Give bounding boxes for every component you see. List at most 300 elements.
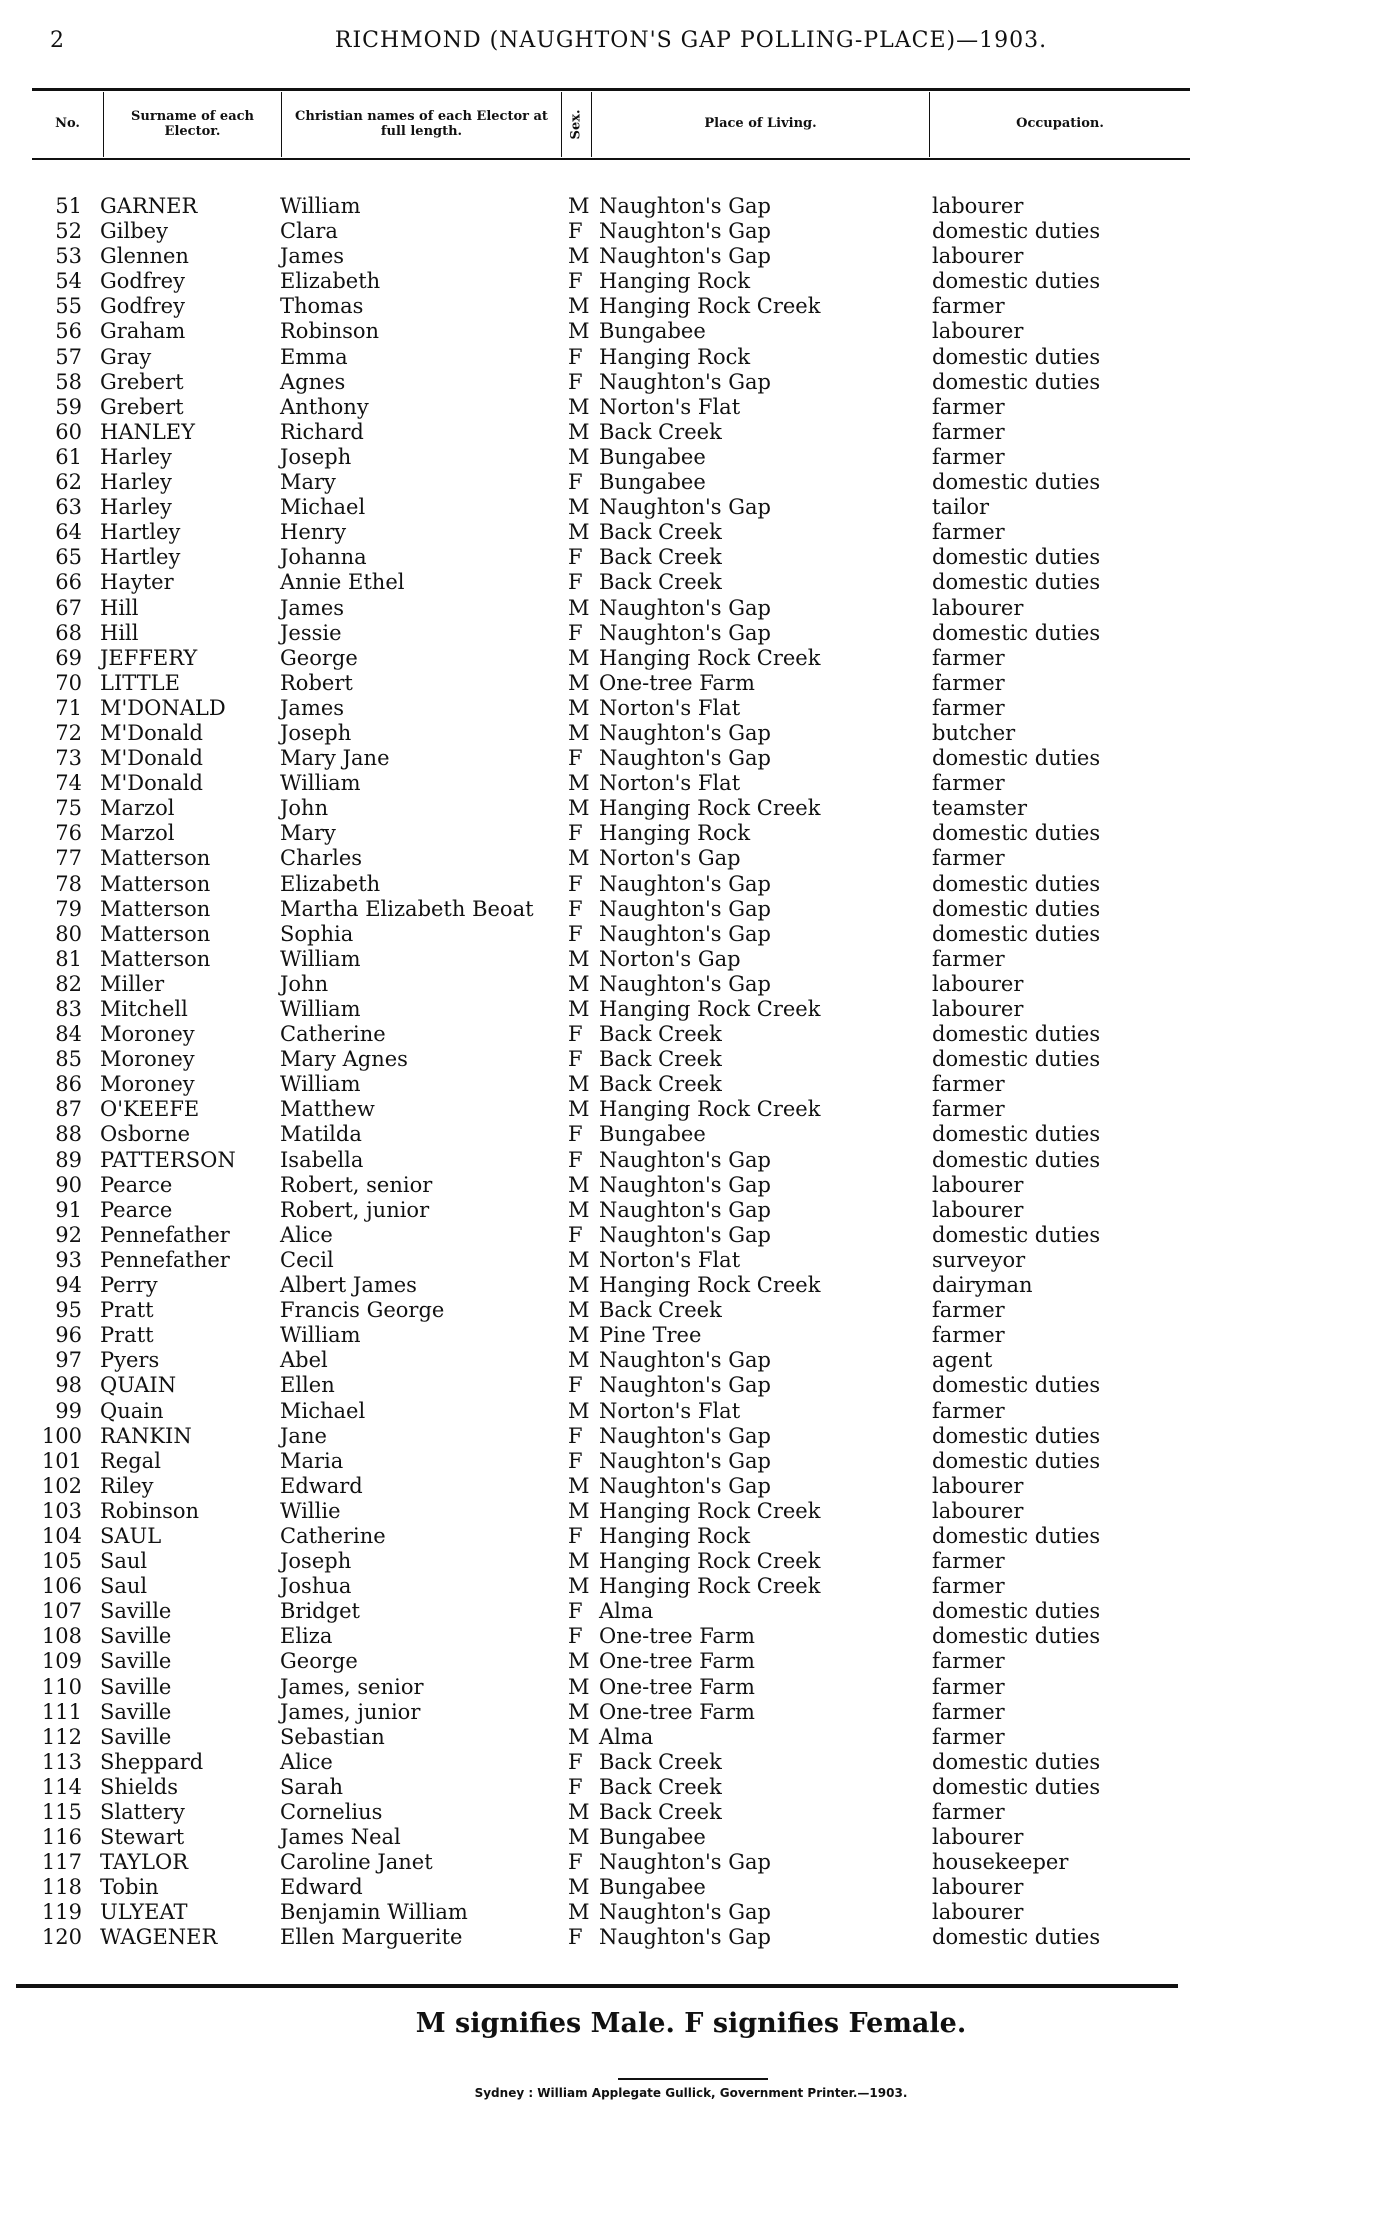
- elector-sex: M: [568, 645, 590, 670]
- elector-number: 116: [41, 1825, 82, 1850]
- table-row: [32, 194, 1190, 219]
- elector-christian-names: Johanna: [280, 545, 367, 570]
- elector-christian-names: Anthony: [280, 394, 369, 419]
- elector-occupation: farmer: [932, 1674, 1005, 1699]
- table-row: [32, 1675, 1190, 1700]
- elector-number: 84: [55, 1022, 82, 1047]
- elector-number: 92: [55, 1222, 82, 1247]
- elector-christian-names: Edward: [280, 1875, 363, 1900]
- elector-surname: Pearce: [100, 1197, 173, 1222]
- elector-sex: F: [568, 1774, 583, 1799]
- elector-sex: F: [568, 746, 583, 771]
- elector-surname: Hartley: [100, 545, 181, 570]
- elector-number: 103: [41, 1498, 82, 1523]
- elector-sex: F: [568, 369, 583, 394]
- elector-occupation: farmer: [932, 294, 1005, 319]
- elector-surname: SAUL: [100, 1523, 162, 1548]
- table-row: [32, 796, 1190, 821]
- elector-surname: GARNER: [100, 194, 198, 218]
- elector-christian-names: James: [280, 695, 345, 720]
- elector-christian-names: Sophia: [280, 921, 354, 946]
- header-sex: [562, 92, 592, 157]
- elector-occupation: domestic duties: [932, 1599, 1101, 1624]
- elector-surname: Grebert: [100, 369, 184, 394]
- elector-number: 112: [41, 1724, 82, 1749]
- elector-number: 62: [55, 470, 82, 495]
- elector-christian-names: James: [280, 595, 345, 620]
- elector-place-of-living: Bungabee: [599, 1825, 706, 1850]
- elector-surname: TAYLOR: [100, 1850, 189, 1875]
- elector-place-of-living: Naughton's Gap: [599, 1172, 771, 1197]
- elector-surname: Marzol: [100, 796, 175, 821]
- elector-sex: M: [568, 444, 590, 469]
- elector-occupation: farmer: [932, 1699, 1005, 1724]
- elector-number: 63: [55, 495, 82, 520]
- table-row: [32, 1223, 1190, 1248]
- elector-surname: Moroney: [100, 1072, 195, 1097]
- elector-occupation: farmer: [932, 1574, 1005, 1599]
- elector-place-of-living: Hanging Rock: [599, 344, 751, 369]
- elector-place-of-living: Back Creek: [599, 1022, 722, 1047]
- table-row: [32, 1750, 1190, 1775]
- elector-occupation: domestic duties: [932, 1147, 1101, 1172]
- table-row: [32, 269, 1190, 294]
- table-row: [32, 972, 1190, 997]
- elector-christian-names: Mary: [280, 821, 336, 846]
- elector-number: 57: [55, 344, 82, 369]
- elector-christian-names: William: [280, 1072, 361, 1097]
- elector-christian-names: James Neal: [280, 1825, 401, 1850]
- elector-number: 97: [55, 1348, 82, 1373]
- elector-sex: F: [568, 1850, 583, 1875]
- elector-sex: F: [568, 545, 583, 570]
- elector-occupation: domestic duties: [932, 470, 1101, 495]
- table-row: [32, 1800, 1190, 1825]
- elector-place-of-living: Pine Tree: [599, 1323, 702, 1348]
- elector-christian-names: John: [280, 971, 329, 996]
- elector-surname: RANKIN: [100, 1423, 192, 1448]
- table-row: [32, 1449, 1190, 1474]
- elector-occupation: labourer: [932, 194, 1024, 218]
- elector-surname: Pratt: [100, 1298, 154, 1323]
- elector-occupation: domestic duties: [932, 1423, 1101, 1448]
- elector-place-of-living: One-tree Farm: [599, 1624, 755, 1649]
- elector-number: 78: [55, 871, 82, 896]
- elector-occupation: domestic duties: [932, 821, 1101, 846]
- elector-place-of-living: Bungabee: [599, 470, 706, 495]
- elector-occupation: domestic duties: [932, 1022, 1101, 1047]
- elector-surname: Matterson: [100, 846, 211, 871]
- elector-occupation: agent: [932, 1348, 993, 1373]
- elector-number: 119: [41, 1900, 82, 1925]
- elector-occupation: domestic duties: [932, 1774, 1101, 1799]
- elector-christian-names: Sarah: [280, 1774, 343, 1799]
- elector-christian-names: Michael: [280, 495, 366, 520]
- elector-christian-names: Francis George: [280, 1298, 445, 1323]
- elector-surname: Saville: [100, 1599, 172, 1624]
- elector-number: 111: [41, 1699, 82, 1724]
- elector-occupation: domestic duties: [932, 620, 1101, 645]
- elector-place-of-living: Back Creek: [599, 1774, 722, 1799]
- elector-christian-names: Sebastian: [280, 1724, 385, 1749]
- header-top-rule: [32, 88, 1190, 91]
- elector-occupation: farmer: [932, 695, 1005, 720]
- elector-occupation: dairyman: [932, 1273, 1033, 1298]
- elector-place-of-living: Norton's Gap: [599, 946, 741, 971]
- elector-occupation: farmer: [932, 1800, 1005, 1824]
- elector-christian-names: Agnes: [280, 369, 346, 394]
- elector-number: 64: [55, 520, 82, 545]
- elector-place-of-living: Hanging Rock Creek: [599, 1273, 821, 1298]
- elector-occupation: surveyor: [932, 1247, 1026, 1272]
- elector-sex: M: [568, 1649, 590, 1674]
- elector-number: 90: [55, 1172, 82, 1197]
- elector-number: 102: [41, 1473, 82, 1498]
- elector-sex: F: [568, 921, 583, 946]
- elector-occupation: domestic duties: [932, 871, 1101, 896]
- elector-occupation: domestic duties: [932, 545, 1101, 570]
- elector-occupation: farmer: [932, 1072, 1005, 1097]
- elector-occupation: domestic duties: [932, 1047, 1101, 1072]
- elector-sex: M: [568, 1549, 590, 1574]
- elector-place-of-living: Alma: [599, 1724, 654, 1749]
- table-row: [32, 495, 1190, 520]
- table-row: [32, 1198, 1190, 1223]
- elector-sex: F: [568, 1022, 583, 1047]
- elector-sex: M: [568, 1273, 590, 1298]
- elector-number: 65: [55, 545, 82, 570]
- elector-number: 53: [55, 244, 82, 269]
- elector-occupation: domestic duties: [932, 1122, 1101, 1147]
- table-row: [32, 1649, 1190, 1674]
- elector-christian-names: Isabella: [280, 1147, 364, 1172]
- elector-christian-names: Ellen: [280, 1373, 335, 1398]
- elector-sex: M: [568, 771, 590, 796]
- elector-occupation: domestic duties: [932, 921, 1101, 946]
- elector-surname: Harley: [100, 444, 172, 469]
- elector-occupation: domestic duties: [932, 570, 1101, 595]
- elector-surname: Hill: [100, 595, 139, 620]
- elector-christian-names: Caroline Janet: [280, 1850, 433, 1875]
- elector-number: 71: [55, 695, 82, 720]
- elector-christian-names: Henry: [280, 520, 347, 545]
- elector-sex: F: [568, 821, 583, 846]
- table-row: [32, 897, 1190, 922]
- elector-occupation: domestic duties: [932, 1925, 1101, 1950]
- table-row: [32, 872, 1190, 897]
- table-row: [32, 746, 1190, 771]
- elector-christian-names: Emma: [280, 344, 348, 369]
- elector-sex: M: [568, 846, 590, 871]
- elector-number: 109: [41, 1649, 82, 1674]
- elector-number: 86: [55, 1072, 82, 1097]
- table-row: [32, 671, 1190, 696]
- elector-christian-names: George: [280, 645, 358, 670]
- elector-sex: M: [568, 394, 590, 419]
- elector-surname: Saville: [100, 1674, 172, 1699]
- elector-sex: F: [568, 1222, 583, 1247]
- elector-place-of-living: Naughton's Gap: [599, 1925, 771, 1950]
- elector-sex: M: [568, 1724, 590, 1749]
- elector-place-of-living: Naughton's Gap: [599, 1423, 771, 1448]
- elector-number: 60: [55, 419, 82, 444]
- elector-number: 107: [41, 1599, 82, 1624]
- elector-surname: Pearce: [100, 1172, 173, 1197]
- elector-place-of-living: Naughton's Gap: [599, 1373, 771, 1398]
- elector-place-of-living: Back Creek: [599, 1749, 722, 1774]
- elector-number: 55: [55, 294, 82, 319]
- elector-surname: Saville: [100, 1724, 172, 1749]
- elector-place-of-living: Back Creek: [599, 419, 722, 444]
- elector-christian-names: Joseph: [280, 1549, 352, 1574]
- elector-sex: M: [568, 495, 590, 520]
- table-row: [32, 445, 1190, 470]
- elector-occupation: farmer: [932, 846, 1005, 871]
- elector-surname: Osborne: [100, 1122, 191, 1147]
- elector-place-of-living: Hanging Rock Creek: [599, 1498, 821, 1523]
- elector-christian-names: William: [280, 997, 361, 1021]
- elector-place-of-living: Naughton's Gap: [599, 1197, 771, 1222]
- elector-occupation: farmer: [932, 1649, 1005, 1674]
- elector-christian-names: Ellen Marguerite: [280, 1925, 463, 1950]
- elector-surname: Matterson: [100, 896, 211, 921]
- elector-christian-names: Elizabeth: [280, 269, 381, 294]
- table-row: [32, 244, 1190, 269]
- table-row: [32, 294, 1190, 319]
- elector-sex: M: [568, 1172, 590, 1197]
- elector-place-of-living: Alma: [599, 1599, 654, 1624]
- elector-sex: F: [568, 570, 583, 595]
- elector-occupation: domestic duties: [932, 746, 1101, 771]
- elector-occupation: labourer: [932, 244, 1024, 269]
- elector-sex: M: [568, 244, 590, 269]
- elector-number: 80: [55, 921, 82, 946]
- table-bottom-rule: [16, 1984, 1178, 1988]
- elector-occupation: domestic duties: [932, 369, 1101, 394]
- elector-place-of-living: Back Creek: [599, 1298, 722, 1323]
- table-row: [32, 947, 1190, 972]
- elector-occupation: farmer: [932, 419, 1005, 444]
- elector-place-of-living: One-tree Farm: [599, 1649, 755, 1674]
- elector-surname: Robinson: [100, 1498, 200, 1523]
- elector-number: 117: [41, 1850, 82, 1875]
- elector-occupation: farmer: [932, 771, 1005, 796]
- elector-number: 70: [55, 670, 82, 695]
- elector-christian-names: James: [280, 244, 345, 269]
- elector-place-of-living: Naughton's Gap: [599, 871, 771, 896]
- elector-place-of-living: Hanging Rock Creek: [599, 796, 821, 821]
- elector-surname: Graham: [100, 319, 186, 344]
- table-row: [32, 1173, 1190, 1198]
- elector-christian-names: Jessie: [280, 620, 342, 645]
- table-row: [32, 1373, 1190, 1398]
- elector-occupation: labourer: [932, 997, 1024, 1021]
- elector-number: 77: [55, 846, 82, 871]
- elector-sex: M: [568, 946, 590, 971]
- elector-place-of-living: Naughton's Gap: [599, 921, 771, 946]
- elector-surname: Perry: [100, 1273, 158, 1298]
- elector-place-of-living: Norton's Flat: [599, 1398, 741, 1423]
- elector-sex: M: [568, 520, 590, 545]
- table-row: [32, 621, 1190, 646]
- elector-surname: LITTLE: [100, 670, 180, 695]
- elector-occupation: domestic duties: [932, 219, 1101, 244]
- elector-christian-names: Mary: [280, 470, 336, 495]
- elector-sex: F: [568, 219, 583, 244]
- sex-legend: M signifies Male. F signifies Female.: [415, 2008, 967, 2039]
- elector-christian-names: John: [280, 796, 329, 821]
- elector-surname: O'KEEFE: [100, 1097, 200, 1122]
- elector-number: 66: [55, 570, 82, 595]
- elector-number: 118: [41, 1875, 82, 1900]
- elector-surname: M'DONALD: [100, 695, 226, 720]
- elector-place-of-living: Norton's Flat: [599, 695, 741, 720]
- elector-sex: M: [568, 695, 590, 720]
- header-christian-names: Christian names of each Elector at full length.: [282, 92, 562, 157]
- elector-christian-names: Matthew: [280, 1097, 375, 1122]
- elector-sex: F: [568, 1925, 583, 1950]
- table-row: [32, 1549, 1190, 1574]
- elector-place-of-living: Norton's Gap: [599, 846, 741, 871]
- elector-number: 113: [41, 1749, 82, 1774]
- elector-number: 98: [55, 1373, 82, 1398]
- elector-occupation: butcher: [932, 720, 1016, 745]
- table-row: [32, 1097, 1190, 1122]
- elector-number: 68: [55, 620, 82, 645]
- elector-sex: M: [568, 1674, 590, 1699]
- table-row: [32, 1524, 1190, 1549]
- elector-christian-names: Abel: [280, 1348, 328, 1373]
- elector-place-of-living: Norton's Flat: [599, 1247, 741, 1272]
- elector-place-of-living: Naughton's Gap: [599, 971, 771, 996]
- elector-sex: M: [568, 319, 590, 344]
- elector-occupation: labourer: [932, 1473, 1024, 1498]
- table-row: [32, 1599, 1190, 1624]
- elector-sex: M: [568, 1900, 590, 1925]
- elector-christian-names: Martha Elizabeth Beoat: [280, 896, 534, 921]
- elector-sex: F: [568, 620, 583, 645]
- elector-christian-names: Michael: [280, 1398, 366, 1423]
- elector-number: 76: [55, 821, 82, 846]
- elector-sex: F: [568, 1448, 583, 1473]
- elector-sex: F: [568, 896, 583, 921]
- elector-christian-names: Mary Jane: [280, 746, 390, 771]
- elector-christian-names: Robert, senior: [280, 1172, 433, 1197]
- elector-occupation: domestic duties: [932, 1624, 1101, 1649]
- page-number: 2: [50, 28, 64, 53]
- elector-occupation: labourer: [932, 1900, 1024, 1925]
- elector-place-of-living: Hanging Rock: [599, 821, 751, 846]
- table-row: [32, 319, 1190, 344]
- elector-place-of-living: Naughton's Gap: [599, 720, 771, 745]
- elector-occupation: farmer: [932, 444, 1005, 469]
- table-row: [32, 1022, 1190, 1047]
- elector-surname: PATTERSON: [100, 1147, 236, 1172]
- elector-number: 85: [55, 1047, 82, 1072]
- elector-sex: M: [568, 997, 590, 1021]
- elector-occupation: farmer: [932, 670, 1005, 695]
- elector-place-of-living: Back Creek: [599, 1047, 722, 1072]
- elector-place-of-living: Hanging Rock Creek: [599, 1574, 821, 1599]
- elector-place-of-living: Hanging Rock Creek: [599, 1097, 821, 1122]
- elector-number: 82: [55, 971, 82, 996]
- table-row: [32, 1323, 1190, 1348]
- elector-surname: Gilbey: [100, 219, 168, 244]
- elector-rows: [32, 194, 1190, 1951]
- elector-occupation: farmer: [932, 946, 1005, 971]
- elector-place-of-living: Back Creek: [599, 1072, 722, 1097]
- elector-surname: Grebert: [100, 394, 184, 419]
- elector-place-of-living: Naughton's Gap: [599, 1348, 771, 1373]
- elector-surname: Godfrey: [100, 294, 185, 319]
- elector-christian-names: Alice: [280, 1749, 333, 1774]
- elector-christian-names: Robert: [280, 670, 353, 695]
- table-row: [32, 1825, 1190, 1850]
- elector-christian-names: Alice: [280, 1222, 333, 1247]
- elector-christian-names: Joseph: [280, 444, 352, 469]
- table-row: [32, 219, 1190, 244]
- elector-surname: HANLEY: [100, 419, 195, 444]
- elector-place-of-living: Naughton's Gap: [599, 1448, 771, 1473]
- elector-christian-names: Joshua: [280, 1574, 352, 1599]
- elector-occupation: farmer: [932, 1298, 1005, 1323]
- elector-sex: F: [568, 1599, 583, 1624]
- elector-sex: M: [568, 1875, 590, 1900]
- elector-sex: M: [568, 1247, 590, 1272]
- elector-surname: Pyers: [100, 1348, 160, 1373]
- elector-sex: M: [568, 595, 590, 620]
- elector-place-of-living: Naughton's Gap: [599, 595, 771, 620]
- elector-sex: M: [568, 1348, 590, 1373]
- elector-number: 114: [41, 1774, 82, 1799]
- elector-number: 120: [41, 1925, 82, 1950]
- elector-number: 100: [41, 1423, 82, 1448]
- elector-surname: Saul: [100, 1549, 148, 1574]
- elector-surname: M'Donald: [100, 746, 203, 771]
- elector-surname: Harley: [100, 495, 172, 520]
- elector-number: 104: [41, 1523, 82, 1548]
- elector-surname: Moroney: [100, 1047, 195, 1072]
- elector-occupation: labourer: [932, 595, 1024, 620]
- table-row: [32, 1875, 1190, 1900]
- elector-number: 58: [55, 369, 82, 394]
- elector-number: 96: [55, 1323, 82, 1348]
- elector-place-of-living: Back Creek: [599, 520, 722, 545]
- table-row: [32, 646, 1190, 671]
- elector-place-of-living: Naughton's Gap: [599, 1222, 771, 1247]
- elector-number: 83: [55, 997, 82, 1021]
- elector-number: 75: [55, 796, 82, 821]
- elector-place-of-living: Hanging Rock Creek: [599, 1549, 821, 1574]
- elector-number: 99: [55, 1398, 82, 1423]
- elector-surname: Tobin: [100, 1875, 159, 1900]
- elector-christian-names: Jane: [280, 1423, 327, 1448]
- elector-sex: F: [568, 1047, 583, 1072]
- elector-christian-names: Albert James: [280, 1273, 417, 1298]
- elector-christian-names: Clara: [280, 219, 338, 244]
- elector-surname: Marzol: [100, 821, 175, 846]
- elector-christian-names: Catherine: [280, 1523, 386, 1548]
- elector-sex: M: [568, 1498, 590, 1523]
- table-row: [32, 1700, 1190, 1725]
- elector-place-of-living: Back Creek: [599, 1800, 722, 1824]
- elector-number: 79: [55, 896, 82, 921]
- table-row: [32, 1348, 1190, 1373]
- elector-christian-names: Matilda: [280, 1122, 362, 1147]
- table-row: [32, 1047, 1190, 1072]
- table-row: [32, 520, 1190, 545]
- elector-place-of-living: Naughton's Gap: [599, 369, 771, 394]
